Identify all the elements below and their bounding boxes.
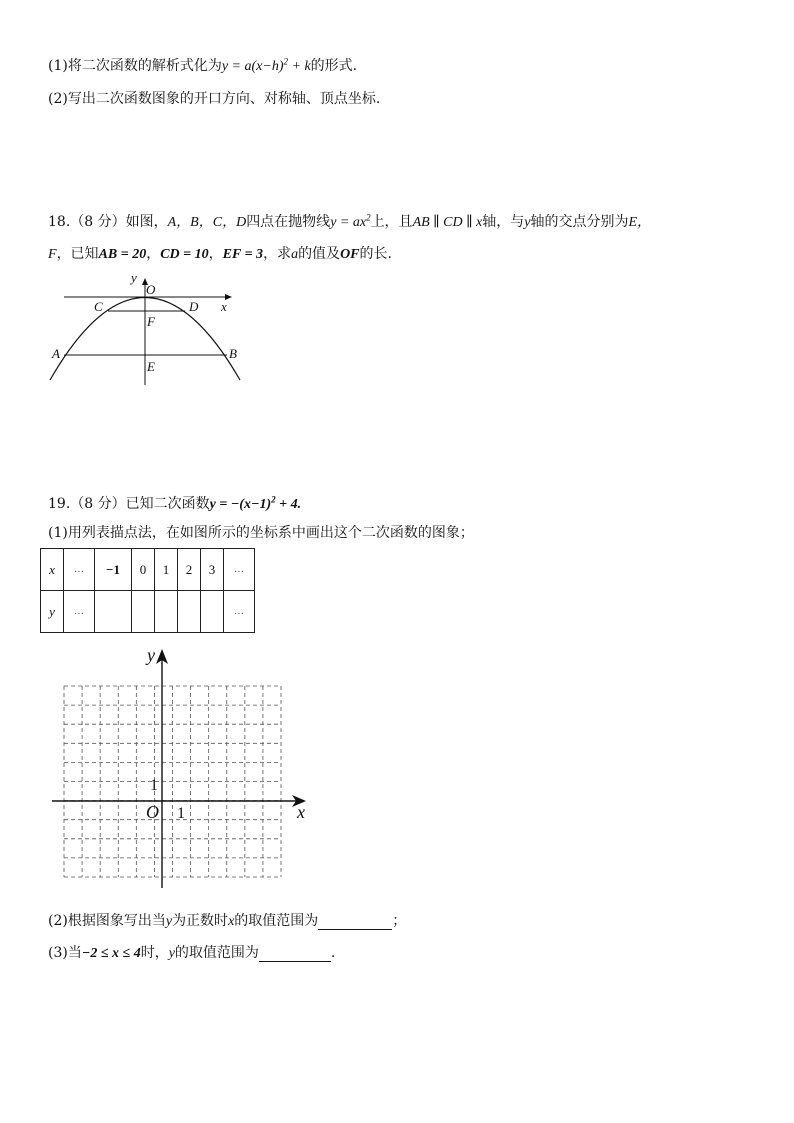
answer-blank-2[interactable]	[318, 915, 392, 930]
q18-label-y: y	[131, 270, 137, 285]
q18-line2: F，已知AB = 20，CD = 10，EF = 3，求a的值及OF的长.	[48, 246, 392, 262]
q18-label-f: F	[147, 314, 155, 329]
table-cell: x	[41, 549, 64, 591]
table-cell: …	[64, 591, 95, 633]
q19-part2: (2)根据图象写出当y为正数时x的取值范围为 ；	[48, 913, 407, 929]
answer-blank-3[interactable]	[259, 947, 331, 962]
q17-part1-prefix: (1)将二次函数的解析式化为	[48, 58, 222, 74]
q19-part1: (1)用列表描点法，在如图所示的坐标系中画出这个二次函数的图象；	[48, 525, 474, 541]
table-cell: 2	[178, 549, 201, 591]
q19-origin-label: O	[146, 802, 159, 822]
q19-part3: (3)当−2 ≤ x ≤ 4时，y的取值范围为 .	[48, 945, 336, 961]
q18-label-c: C	[94, 299, 103, 314]
q18-label-e: E	[147, 359, 155, 374]
table-cell: …	[224, 549, 255, 591]
table-cell: 3	[201, 549, 224, 591]
table-cell: …	[224, 591, 255, 633]
q18-label-a: A	[52, 346, 60, 361]
q18-label-o: O	[146, 282, 156, 297]
q18-label-d: D	[189, 299, 199, 314]
table-cell: 1	[155, 549, 178, 591]
q17-part2: (2)写出二次函数图象的开口方向、对称轴、顶点坐标.	[48, 91, 381, 107]
q18-parabola: $y = ax^2$	[330, 212, 371, 230]
table-cell: …	[64, 549, 95, 591]
q18-label-b: B	[229, 346, 237, 361]
table-cell: 0	[132, 549, 155, 591]
q18-line1: 18.（8 分）如图，A，B，C，D四点在抛物线$y = ax^2$上，且AB ∥ CD ∥ x轴，与y轴的交点分别为E，	[48, 212, 652, 230]
table-cell: y	[41, 591, 64, 633]
q19-title: 19.（8 分）已知二次函数$y = -(x-1)^2 + 4$.	[48, 494, 302, 512]
table-cell: −1	[95, 549, 132, 591]
q17-part1-suffix: 的形式.	[310, 58, 358, 74]
q19-y-label: y	[147, 645, 155, 665]
q18-label-x: x	[221, 299, 227, 314]
q19-tick-y-1: 1	[150, 777, 158, 794]
q17-vertex-form: $y = a(x-h)^2 + k$	[221, 56, 311, 74]
q19-x-label: x	[297, 802, 305, 822]
q19-formula: $y = -(x-1)^2 + 4$.	[209, 494, 302, 512]
q19-tick-x-1: 1	[177, 805, 185, 822]
